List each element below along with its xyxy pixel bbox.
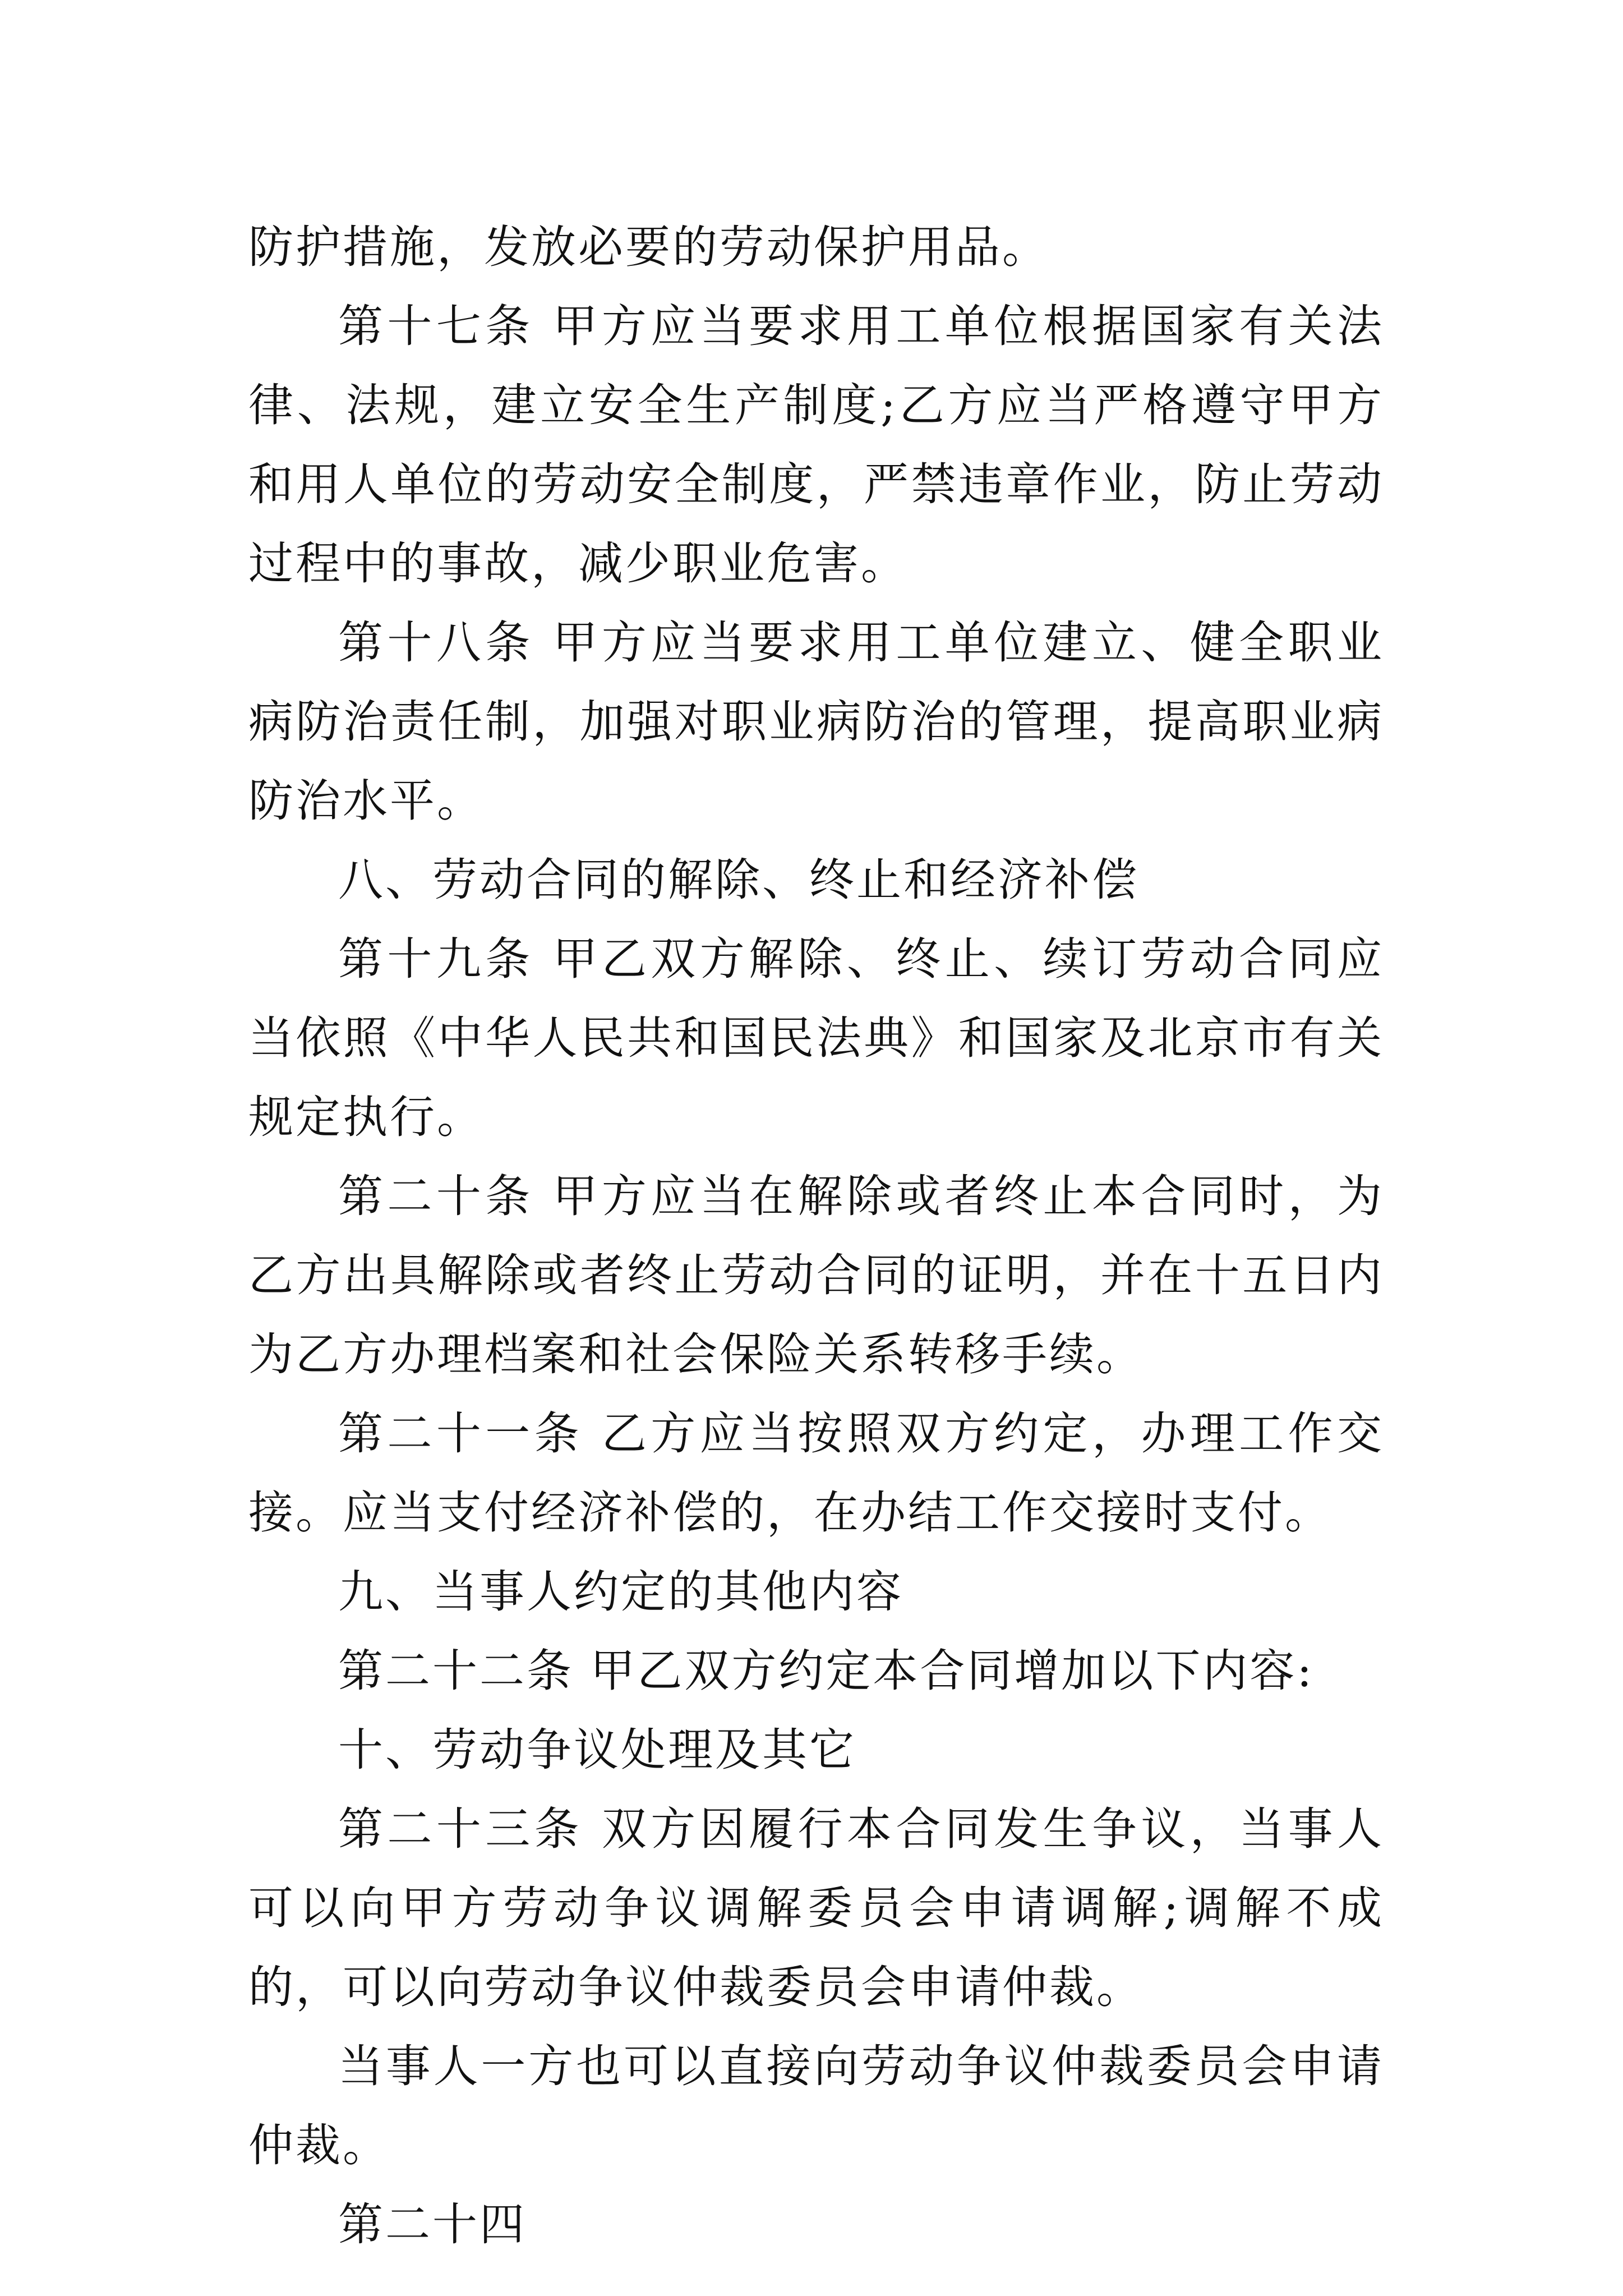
paragraph-article-17: 第十七条 甲方应当要求用工单位根据国家有关法律、法规，建立安全生产制度;乙方应当严格遵守甲方和用人单位的劳动安全制度，严禁违章作业，防止劳动过程中的事故，减少职业危害。: [248, 300, 1384, 590]
paragraph-protection-measures: 防护措施，发放必要的劳动保护用品。: [248, 221, 1049, 273]
document-body: [248, 208, 1384, 2264]
section-heading-9: 九、当事人约定的其他内容: [338, 1566, 903, 1618]
section-heading-10: 十、劳动争议处理及其它: [338, 1724, 856, 1776]
paragraph-arbitration: 当事人一方也可以直接向劳动争议仲裁委员会申请仲裁。: [248, 2040, 1384, 2171]
paragraph-article-23: 第二十三条 双方因履行本合同发生争议，当事人可以向甲方劳动争议调解委员会申请调解;调解不成的，可以向劳动争议仲裁委员会申请仲裁。: [248, 1803, 1384, 2013]
paragraph-article-19: 第十九条 甲乙双方解除、终止、续订劳动合同应当依照《中华人民共和国民法典》和国家及北京市有关规定执行。: [248, 933, 1384, 1143]
paragraph-article-22: 第二十二条 甲乙双方约定本合同增加以下内容:: [338, 1645, 1315, 1697]
section-heading-8: 八、劳动合同的解除、终止和经济补偿: [338, 854, 1139, 906]
paragraph-article-21: 第二十一条 乙方应当按照双方约定，办理工作交接。应当支付经济补偿的，在办结工作交接时支付。: [248, 1407, 1384, 1539]
paragraph-article-20: 第二十条 甲方应当在解除或者终止本合同时，为乙方出具解除或者终止劳动合同的证明，并在十五日内为乙方办理档案和社会保险关系转移手续。: [248, 1170, 1384, 1381]
paragraph-article-18: 第十八条 甲方应当要求用工单位建立、健全职业病防治责任制，加强对职业病防治的管理，提高职业病防治水平。: [248, 616, 1384, 827]
paragraph-article-24: 第二十四: [338, 2198, 527, 2251]
